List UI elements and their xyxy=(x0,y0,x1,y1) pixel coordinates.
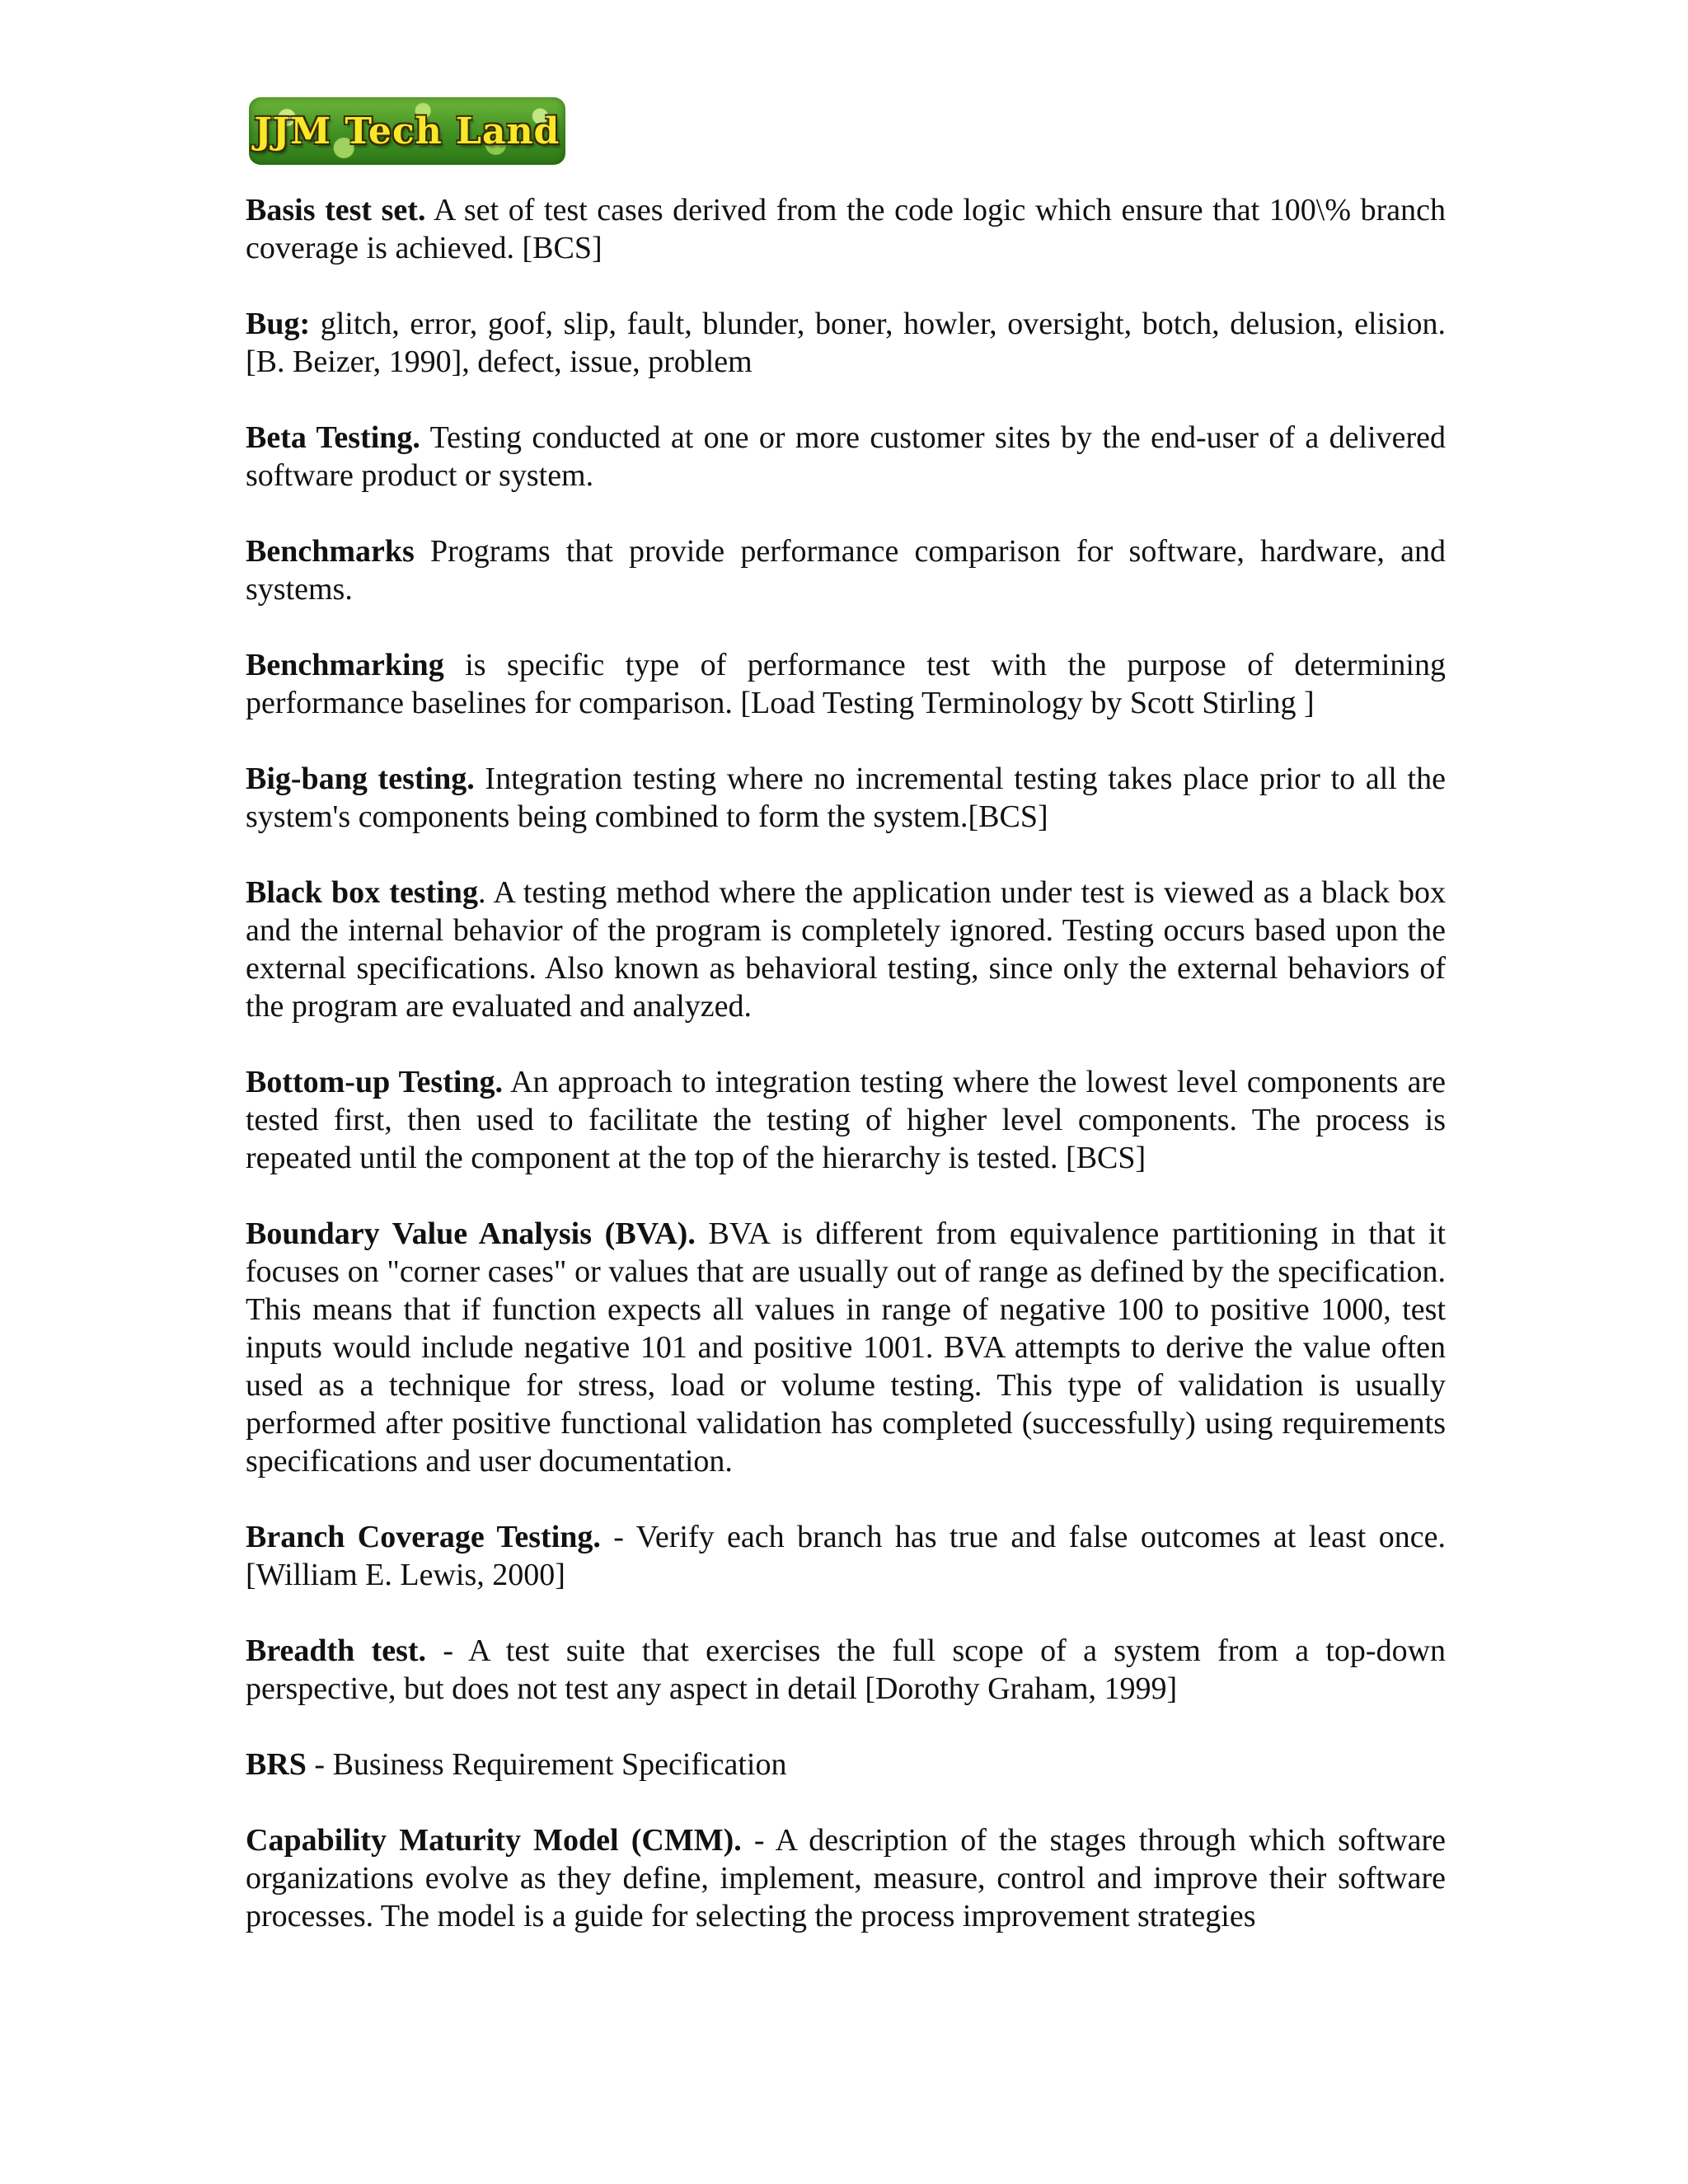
glossary-term: Benchmarking xyxy=(246,648,444,682)
glossary-term: Black box testing xyxy=(246,875,478,910)
glossary-definition: is specific type of performance test with the purpose of determining performance baselines for comparison. [Load Testing Terminology by Scott Stirling ] xyxy=(246,648,1446,720)
glossary-definition: A set of test cases derived from the code logic which ensure that 100\% branch coverage is achieved. [BCS] xyxy=(246,193,1446,265)
glossary-entry xyxy=(246,1215,1446,1480)
glossary-entry xyxy=(246,191,1446,267)
glossary-term: Basis test set. xyxy=(246,193,426,227)
glossary-definition: Programs that provide performance comparison for software, hardware, and systems. xyxy=(246,534,1446,607)
glossary-definition: glitch, error, goof, slip, fault, blunder, boner, howler, oversight, botch, delusion, elision. [B. Beizer, 1990], defect, issue, problem xyxy=(246,307,1446,379)
glossary-term: Boundary Value Analysis (BVA). xyxy=(246,1216,696,1251)
glossary-term: Bottom-up Testing. xyxy=(246,1065,504,1099)
glossary-definition: Testing conducted at one or more customer sites by the end-user of a delivered software product or system. xyxy=(246,420,1446,493)
glossary-term: Beta Testing. xyxy=(246,420,420,455)
glossary-entry xyxy=(246,419,1446,494)
glossary-entry xyxy=(246,760,1446,836)
glossary-entry xyxy=(246,1746,1446,1783)
glossary-definition: Integration testing where no incremental testing takes place prior to all the system's components being combined to form the system.[BCS] xyxy=(246,762,1446,834)
glossary-term: BRS xyxy=(246,1747,307,1782)
glossary-entry xyxy=(246,1821,1446,1935)
glossary-entry xyxy=(246,305,1446,381)
glossary-entry xyxy=(246,646,1446,722)
glossary-term: Big-bang testing. xyxy=(246,762,475,796)
glossary-entry xyxy=(246,1518,1446,1594)
glossary-entry xyxy=(246,1063,1446,1177)
glossary-entry xyxy=(246,532,1446,608)
glossary-definition: - Business Requirement Specification xyxy=(306,1747,787,1782)
glossary-term: Branch Coverage Testing. xyxy=(246,1520,601,1554)
logo-text: JJM Tech Land xyxy=(254,110,560,152)
glossary-term: Breadth test. xyxy=(246,1633,427,1668)
glossary-entry xyxy=(246,874,1446,1025)
glossary-definition: - Verify each branch has true and false outcomes at least once. [William E. Lewis, 2000] xyxy=(246,1520,1446,1592)
glossary-content xyxy=(246,191,1446,1973)
site-logo xyxy=(249,97,565,165)
glossary-term: Capability Maturity Model (CMM). xyxy=(246,1823,742,1858)
glossary-definition: - A test suite that exercises the full scope of a system from a top-down perspective, but does not test any aspect in detail [Dorothy Graham, 1999] xyxy=(246,1633,1447,1706)
glossary-definition: - A description of the stages through which software organizations evolve as they define, implement, measure, control and improve their software processes. The model is a guide for selecting the process improvement strategies xyxy=(246,1823,1446,1933)
glossary-definition: An approach to integration testing where the lowest level components are tested first, then used to facilitate the testing of higher level components. The process is repeated until the component at the top of the hierarchy is tested. [BCS] xyxy=(246,1065,1447,1175)
glossary-term: Bug: xyxy=(246,307,311,341)
glossary-definition: BVA is different from equivalence partitioning in that it focuses on "corner cases" or values that are usually out of range as defined by the specification. This means that if function expects all values in range of negative 100 to positive 1000, test inputs would include negative 101 and positive 1001. BVA attempts to derive the value often used as a technique for stress, load or volume testing. This type of validation is usually performed after positive functional validation has completed (successfully) using requirements specifications and user documentation. xyxy=(246,1216,1447,1479)
glossary-definition: . A testing method where the application under test is viewed as a black box and the internal behavior of the program is completely ignored. Testing occurs based upon the external specifications. Also known as behavioral testing, since only the external behaviors of the program are evaluated and analyzed. xyxy=(246,875,1446,1024)
glossary-term: Benchmarks xyxy=(246,534,415,569)
glossary-entry xyxy=(246,1632,1446,1708)
